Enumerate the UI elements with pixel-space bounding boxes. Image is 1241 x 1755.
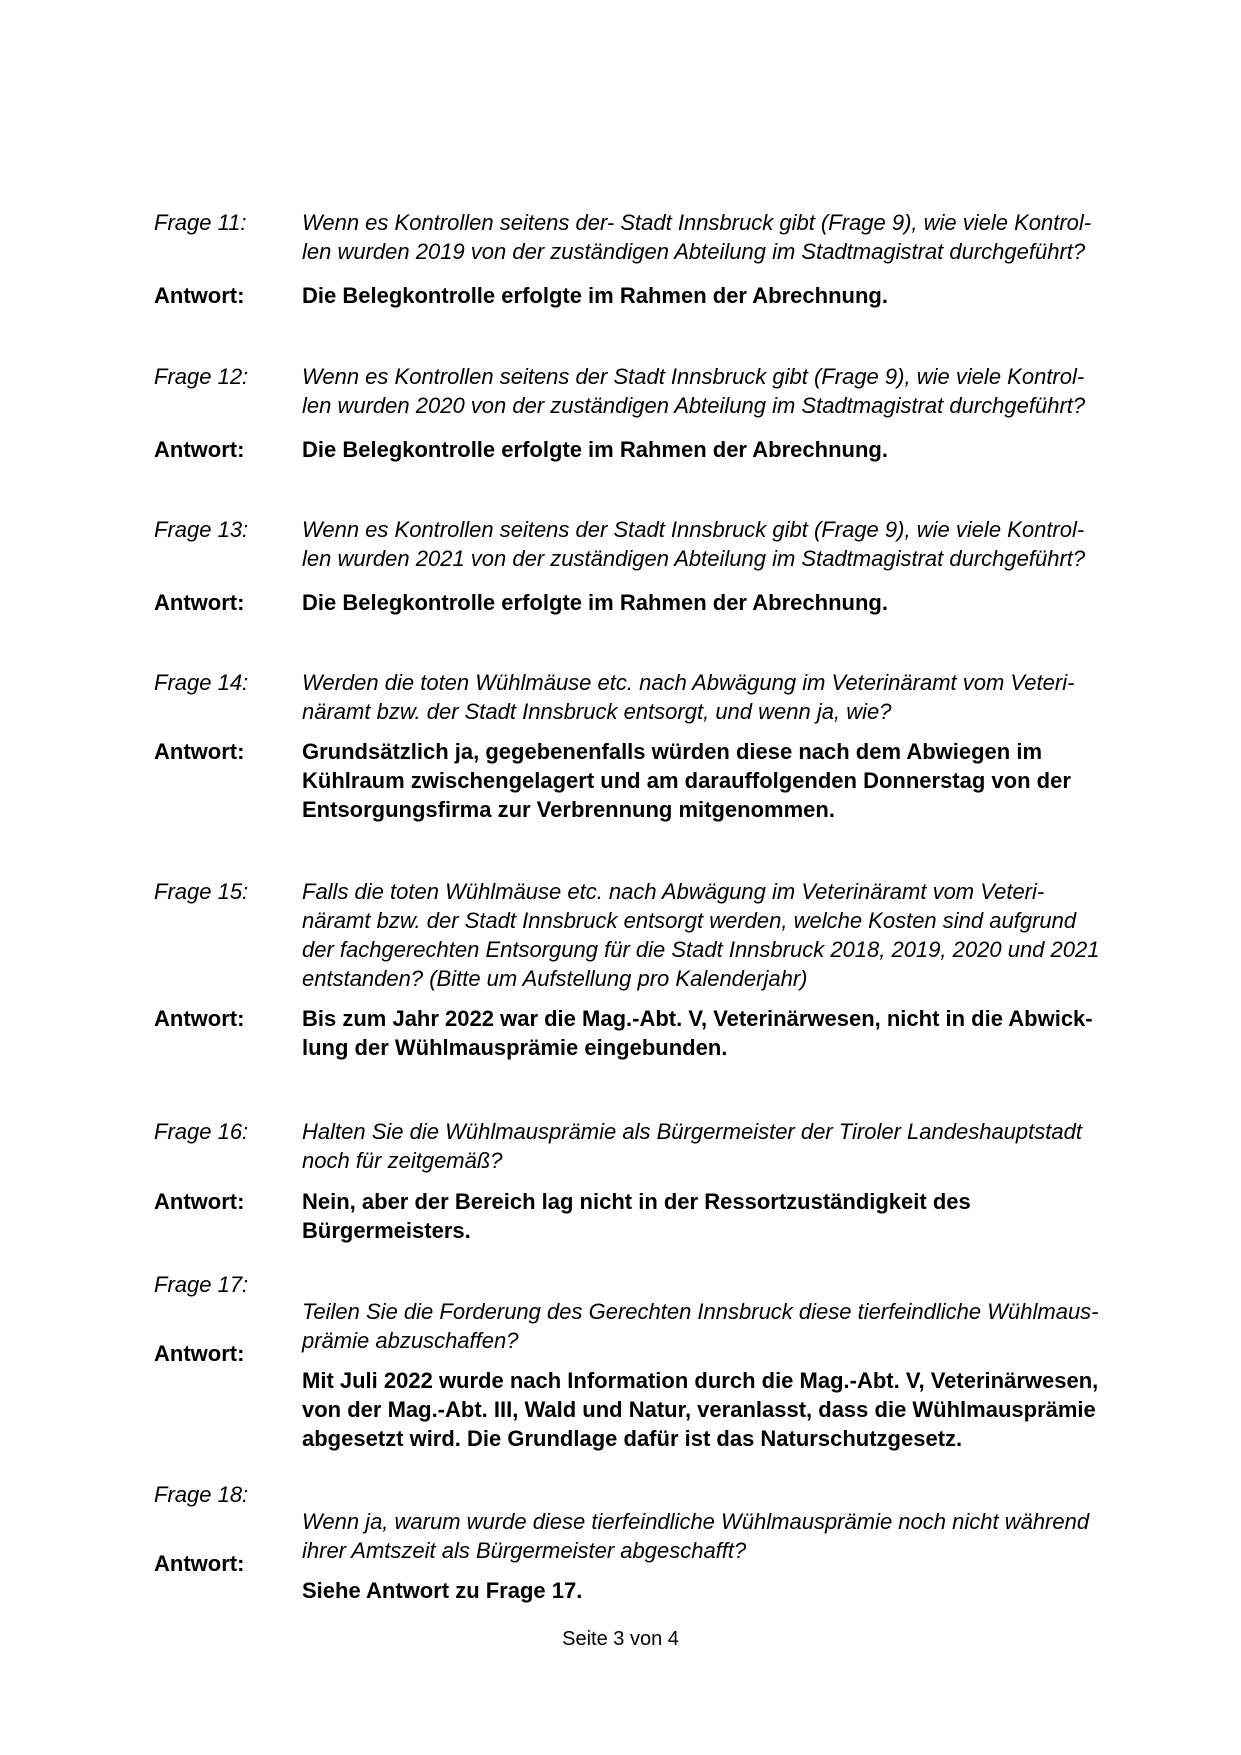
answer-label-13: Antwort: [154, 590, 245, 615]
question-label-11: Frage 11: [154, 210, 247, 235]
page-number: Seite 3 von 4 [562, 1628, 679, 1650]
answer-text-16 [302, 1187, 1152, 1245]
question-line: Wenn ja, warum wurde diese tierfeindliche Wühlmausprämie noch nicht während [302, 1509, 1090, 1534]
question-label-12: Frage 12: [154, 364, 249, 389]
answer-label-12: Antwort: [154, 437, 245, 462]
question-line: Wenn es Kontrollen seitens der Stadt Innsbruck gibt (Frage 9), wie viele Kontrol- [302, 517, 1085, 542]
question-text-18 [302, 1507, 1152, 1565]
answer-text-18 [302, 1576, 1152, 1605]
answer-line: Grundsätzlich ja, gegebenenfalls würden diese nach dem Abwiegen im [302, 739, 1043, 764]
answer-line: Mit Juli 2022 wurde nach Information durch die Mag.-Abt. V, Veterinärwesen, [302, 1368, 1099, 1393]
answer-text-13 [302, 588, 1152, 617]
question-label-13: Frage 13: [154, 517, 249, 542]
question-line: ihrer Amtszeit als Bürgermeister abgeschafft? [302, 1538, 747, 1563]
answer-line: Siehe Antwort zu Frage 17. [302, 1578, 583, 1603]
question-line: Halten Sie die Wühlmausprämie als Bürgermeister der Tiroler Landeshauptstadt [302, 1119, 1082, 1144]
question-text-17 [302, 1297, 1152, 1355]
question-line: näramt bzw. der Stadt Innsbruck entsorgt, und wenn ja, wie? [302, 699, 892, 724]
answer-line: Nein, aber der Bereich lag nicht in der Ressortzuständigkeit des [302, 1189, 971, 1214]
answer-text-11 [302, 281, 1152, 310]
question-label-16: Frage 16: [154, 1119, 249, 1144]
question-label-17: Frage 17: [154, 1272, 249, 1297]
answer-line: Entsorgungsfirma zur Verbrennung mitgenommen. [302, 797, 835, 822]
answer-line: Bis zum Jahr 2022 war die Mag.-Abt. V, Veterinärwesen, nicht in die Abwick- [302, 1006, 1093, 1031]
answer-label-14: Antwort: [154, 739, 245, 764]
answer-label-11: Antwort: [154, 283, 245, 308]
answer-label-17: Antwort: [154, 1341, 245, 1366]
question-line: Teilen Sie die Forderung des Gerechten Innsbruck diese tierfeindliche Wühlmaus- [302, 1299, 1099, 1324]
question-line: Wenn es Kontrollen seitens der Stadt Innsbruck gibt (Frage 9), wie viele Kontrol- [302, 364, 1085, 389]
question-line: len wurden 2021 von der zuständigen Abteilung im Stadtmagistrat durchgeführt? [302, 546, 1086, 571]
question-text-15 [302, 877, 1152, 993]
question-line: noch für zeitgemäß? [302, 1148, 503, 1173]
question-label-18: Frage 18: [154, 1482, 249, 1507]
question-text-13 [302, 515, 1152, 573]
question-label-15: Frage 15: [154, 879, 249, 904]
answer-line: lung der Wühlmausprämie eingebunden. [302, 1035, 728, 1060]
answer-line: Bürgermeisters. [302, 1218, 471, 1243]
question-line: len wurden 2019 von der zuständigen Abteilung im Stadtmagistrat durchgeführt? [302, 239, 1086, 264]
answer-line: Die Belegkontrolle erfolgte im Rahmen der Abrechnung. [302, 590, 888, 615]
answer-text-14 [302, 737, 1152, 824]
question-label-14: Frage 14: [154, 670, 249, 695]
answer-line: abgesetzt wird. Die Grundlage dafür ist das Naturschutzgesetz. [302, 1426, 963, 1451]
answer-line: Kühlraum zwischengelagert und am darauffolgenden Donnerstag von der [302, 768, 1071, 793]
answer-text-15 [302, 1004, 1152, 1062]
question-line: Falls die toten Wühlmäuse etc. nach Abwägung im Veterinäramt vom Veteri- [302, 879, 1045, 904]
question-line: Wenn es Kontrollen seitens der- Stadt Innsbruck gibt (Frage 9), wie viele Kontrol- [302, 210, 1092, 235]
question-line: der fachgerechten Entsorgung für die Stadt Innsbruck 2018, 2019, 2020 und 2021 [302, 937, 1100, 962]
question-line: entstanden? (Bitte um Aufstellung pro Kalenderjahr) [302, 966, 808, 991]
question-text-14 [302, 668, 1152, 726]
question-text-16 [302, 1117, 1152, 1175]
answer-line: von der Mag.-Abt. III, Wald und Natur, veranlasst, dass die Wühlmausprämie [302, 1397, 1096, 1422]
answer-line: Die Belegkontrolle erfolgte im Rahmen der Abrechnung. [302, 437, 888, 462]
question-line: prämie abzuschaffen? [302, 1328, 519, 1353]
answer-label-16: Antwort: [154, 1189, 245, 1214]
answer-text-12 [302, 435, 1152, 464]
question-line: len wurden 2020 von der zuständigen Abteilung im Stadtmagistrat durchgeführt? [302, 393, 1086, 418]
question-line: Werden die toten Wühlmäuse etc. nach Abwägung im Veterinäramt vom Veteri- [302, 670, 1075, 695]
answer-label-18: Antwort: [154, 1551, 245, 1576]
question-line: näramt bzw. der Stadt Innsbruck entsorgt werden, welche Kosten sind aufgrund [302, 908, 1077, 933]
question-text-11 [302, 208, 1152, 266]
answer-label-15: Antwort: [154, 1006, 245, 1031]
answer-line: Die Belegkontrolle erfolgte im Rahmen der Abrechnung. [302, 283, 888, 308]
question-text-12 [302, 362, 1152, 420]
answer-text-17 [302, 1366, 1152, 1453]
